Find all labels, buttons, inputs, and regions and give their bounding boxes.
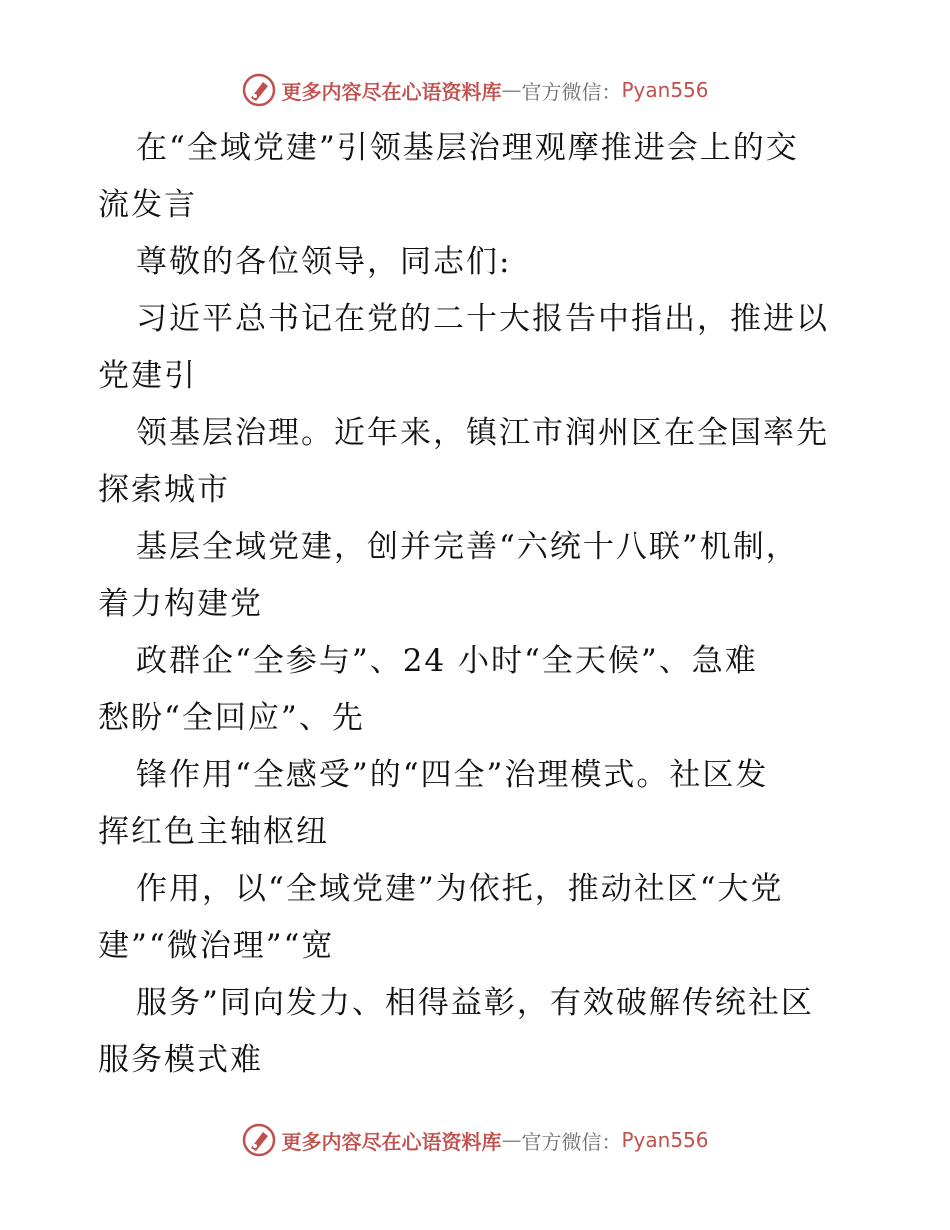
paragraph-line: 作用，以“全域党建”为依托，推动社区“大党 — [136, 871, 784, 907]
banner-dash: — — [501, 78, 522, 102]
paragraph-line-continuation: 服务模式难 — [98, 1042, 263, 1078]
banner-dash: — — [501, 1128, 522, 1152]
paragraph-line: 政群企“全参与”、24 小时“全天候”、急难 — [136, 643, 758, 679]
banner-wechat-label: 官方微信： — [521, 1129, 622, 1154]
title-line-2: 流发言 — [98, 187, 197, 223]
pen-nib-logo-icon — [241, 72, 277, 108]
banner-wechat-id: Pyan556 — [621, 78, 709, 102]
paragraph-line-continuation: 着力构建党 — [98, 586, 263, 622]
paragraph-line: 习近平总书记在党的二十大报告中指出，推进以 — [136, 301, 829, 337]
paragraph-line: 服务”同向发力、相得益彰，有效破解传统社区 — [136, 985, 814, 1021]
paragraph-line-continuation: 建”“微治理”“宽 — [98, 928, 335, 964]
banner-wechat-label: 官方微信： — [521, 79, 622, 104]
banner-promo-text: 更多内容尽在心语资料库 — [281, 1129, 502, 1154]
banner-wechat-id: Pyan556 — [621, 1128, 709, 1152]
paragraph-line: 锋作用“全感受”的“四全”治理模式。社区发 — [136, 757, 769, 793]
paragraph-line-continuation: 探索城市 — [98, 472, 230, 508]
paragraph-line-continuation: 愁盼“全回应”、先 — [98, 700, 365, 736]
paragraph-line: 领基层治理。近年来，镇江市润州区在全国率先 — [136, 415, 829, 451]
footer-banner — [0, 1120, 950, 1160]
title-line-1: 在“全域党建”引领基层治理观摩推进会上的交 — [136, 130, 799, 166]
document-body — [98, 120, 858, 1089]
salutation-line: 尊敬的各位领导，同志们: — [136, 244, 512, 280]
paragraph-line-continuation: 党建引 — [98, 358, 197, 394]
header-banner — [0, 70, 950, 110]
pen-nib-logo-icon — [241, 1122, 277, 1158]
banner-promo-text: 更多内容尽在心语资料库 — [281, 79, 502, 104]
paragraph-line-continuation: 挥红色主轴枢纽 — [98, 814, 329, 850]
paragraph-line: 基层全域党建，创并完善“六统十八联”机制， — [136, 529, 799, 565]
